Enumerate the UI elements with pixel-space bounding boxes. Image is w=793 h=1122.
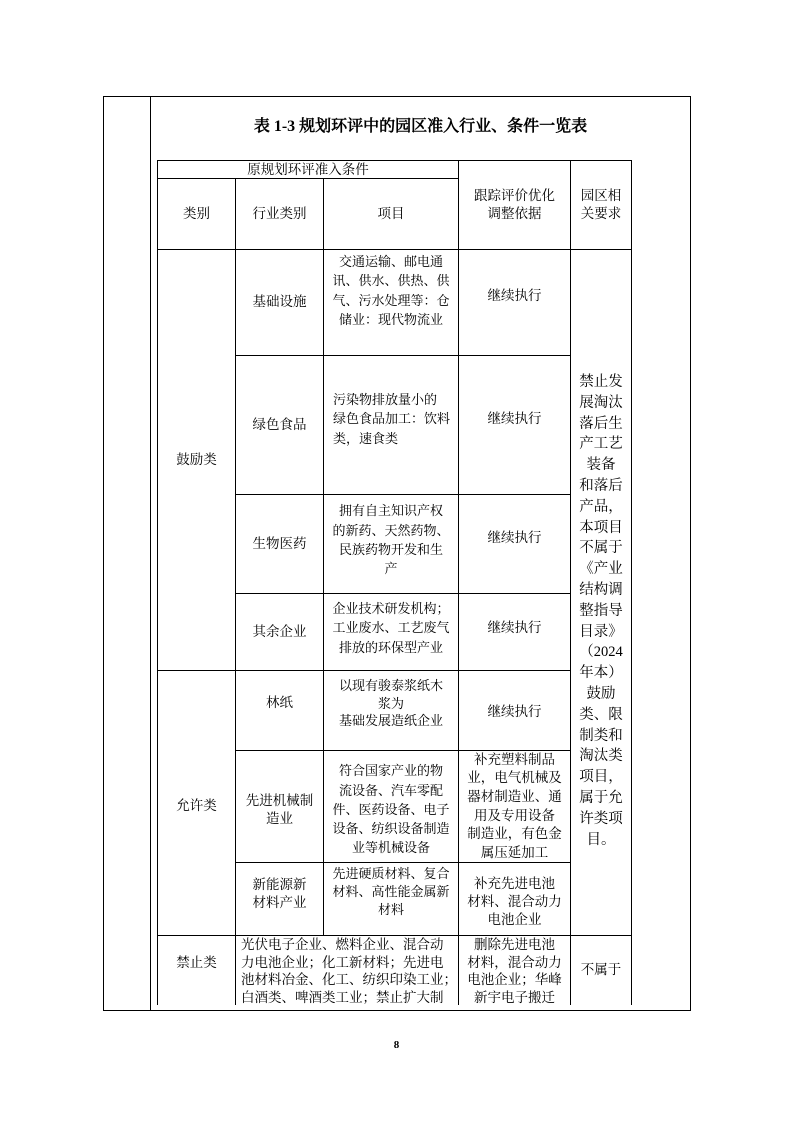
- basis-cell: [458, 862, 571, 936]
- header-project: 项目: [377, 205, 405, 221]
- project-cell: [323, 593, 459, 671]
- header-industry: 行业类别: [252, 205, 307, 221]
- basis-text: 继续执行: [487, 288, 542, 304]
- industry-cell: [235, 750, 324, 863]
- basis-text: 继续执行: [487, 529, 542, 545]
- basis-cell: [458, 750, 571, 863]
- prohibited-basis-text: 删除先进电池 材料，混合动力 电池企业；华峰 新宇电子搬迁: [467, 937, 562, 1006]
- park-requirement-cell: [570, 249, 632, 936]
- industry-cell: [235, 670, 324, 751]
- project-text: 交通运输、邮电通 讯、供水、供热、供 气、污水处理等：仓 储业：现代物流业: [332, 254, 450, 327]
- prohibited-park-requirement-text: 不属于: [580, 962, 622, 977]
- header-original-conditions: 原规划环评准入条件: [247, 162, 369, 177]
- prohibited-project-cell: [235, 935, 459, 1005]
- project-cell: [323, 249, 459, 356]
- header-basis: 跟踪评价优化 调整依据: [474, 187, 555, 221]
- project-text: 企业技术研发机构； 工业废水、工艺废气 排放的环保型产业: [332, 601, 450, 655]
- basis-cell: [458, 494, 571, 594]
- header-category: 类别: [183, 205, 210, 221]
- industry-cell: [235, 862, 324, 936]
- industry-label: 林纸: [266, 695, 293, 711]
- industry-label: 先进机械制 造业: [245, 792, 314, 826]
- header-industry-cell: [235, 178, 324, 250]
- industry-label: 基础设施: [252, 294, 307, 310]
- industry-label: 其余企业: [252, 623, 307, 639]
- basis-cell: [458, 593, 571, 671]
- prohibited-park-requirement-cell: [570, 935, 632, 1005]
- header-park-requirement-cell: [570, 160, 632, 250]
- prohibited-basis-cell: [458, 935, 571, 1005]
- project-cell: [323, 355, 459, 495]
- encouraged-category-label: 鼓励类: [176, 451, 217, 467]
- encouraged-category-cell: [157, 249, 236, 671]
- header-original-conditions-cell: [157, 160, 459, 179]
- industry-cell: [235, 593, 324, 671]
- project-cell: [323, 862, 459, 936]
- header-park-requirement: 园区相 关要求: [580, 187, 622, 221]
- prohibited-project-text: 光伏电子企业、燃料企业、混合动 力电池企业；化工新材料；先进电 池材料冶金、化工、纺织印染工业； 白酒类、啤酒类工业；禁止扩大制: [241, 937, 457, 1006]
- project-text: 拥有自主知识产权 的新药、天然药物、 民族药物开发和生 产: [332, 503, 450, 577]
- project-text: 以现有骏泰浆纸木 浆为 基础发展造纸企业: [338, 678, 443, 729]
- project-text: 污染物排放量小的 绿色食品加工：饮料 类，速食类: [333, 392, 451, 446]
- project-cell: [323, 494, 459, 594]
- prohibited-category-label: 禁止类: [176, 955, 217, 970]
- project-text: 符合国家产业的物 流设备、汽车零配 件、医药设备、电子 设备、纺织设备制造 业等机械设备: [332, 763, 450, 856]
- permitted-category-cell: [157, 670, 236, 936]
- industry-label: 生物医药: [252, 535, 307, 551]
- project-cell: [323, 750, 459, 863]
- header-basis-cell: [458, 160, 571, 250]
- basis-cell: [458, 249, 571, 356]
- project-text: 先进硬质材料、复合 材料、高性能金属新 材料: [332, 866, 450, 917]
- header-category-cell: [157, 178, 236, 250]
- basis-text: 继续执行: [487, 619, 542, 635]
- basis-cell: [458, 670, 571, 751]
- industry-label: 新能源新 材料产业: [252, 877, 307, 910]
- industry-label: 绿色食品: [252, 416, 307, 432]
- industry-cell: [235, 355, 324, 495]
- basis-text: 补充塑料制品 业，电气机械及 器材制造业、通 用及专用设备 制造业，有色金 属压延加工: [467, 751, 562, 860]
- basis-text: 继续执行: [487, 410, 542, 426]
- basis-text: 补充先进电池 材料、混合动力 电池企业: [467, 876, 562, 927]
- basis-text: 继续执行: [487, 704, 542, 720]
- industry-cell: [235, 249, 324, 356]
- park-requirement-text: 禁止发 展淘汰 落后生 产工艺 装备 和落后 产品， 本项目 不属于 《产业 结构调 整指导 目录》 （2024 年本） 鼓励 类、限 制类和 淘汰类 项目， 属于允 许类项 目。: [579, 374, 623, 848]
- outer-frame-divider: [150, 96, 151, 1011]
- industry-cell: [235, 494, 324, 594]
- prohibited-category-cell: [157, 935, 236, 1005]
- permitted-category-label: 允许类: [176, 797, 217, 813]
- page-number: 8: [393, 1039, 400, 1051]
- header-project-cell: [323, 178, 459, 250]
- basis-cell: [458, 355, 571, 495]
- table-title: 表 1-3 规划环评中的园区准入行业、条件一览表: [253, 118, 588, 135]
- project-cell: [323, 670, 459, 751]
